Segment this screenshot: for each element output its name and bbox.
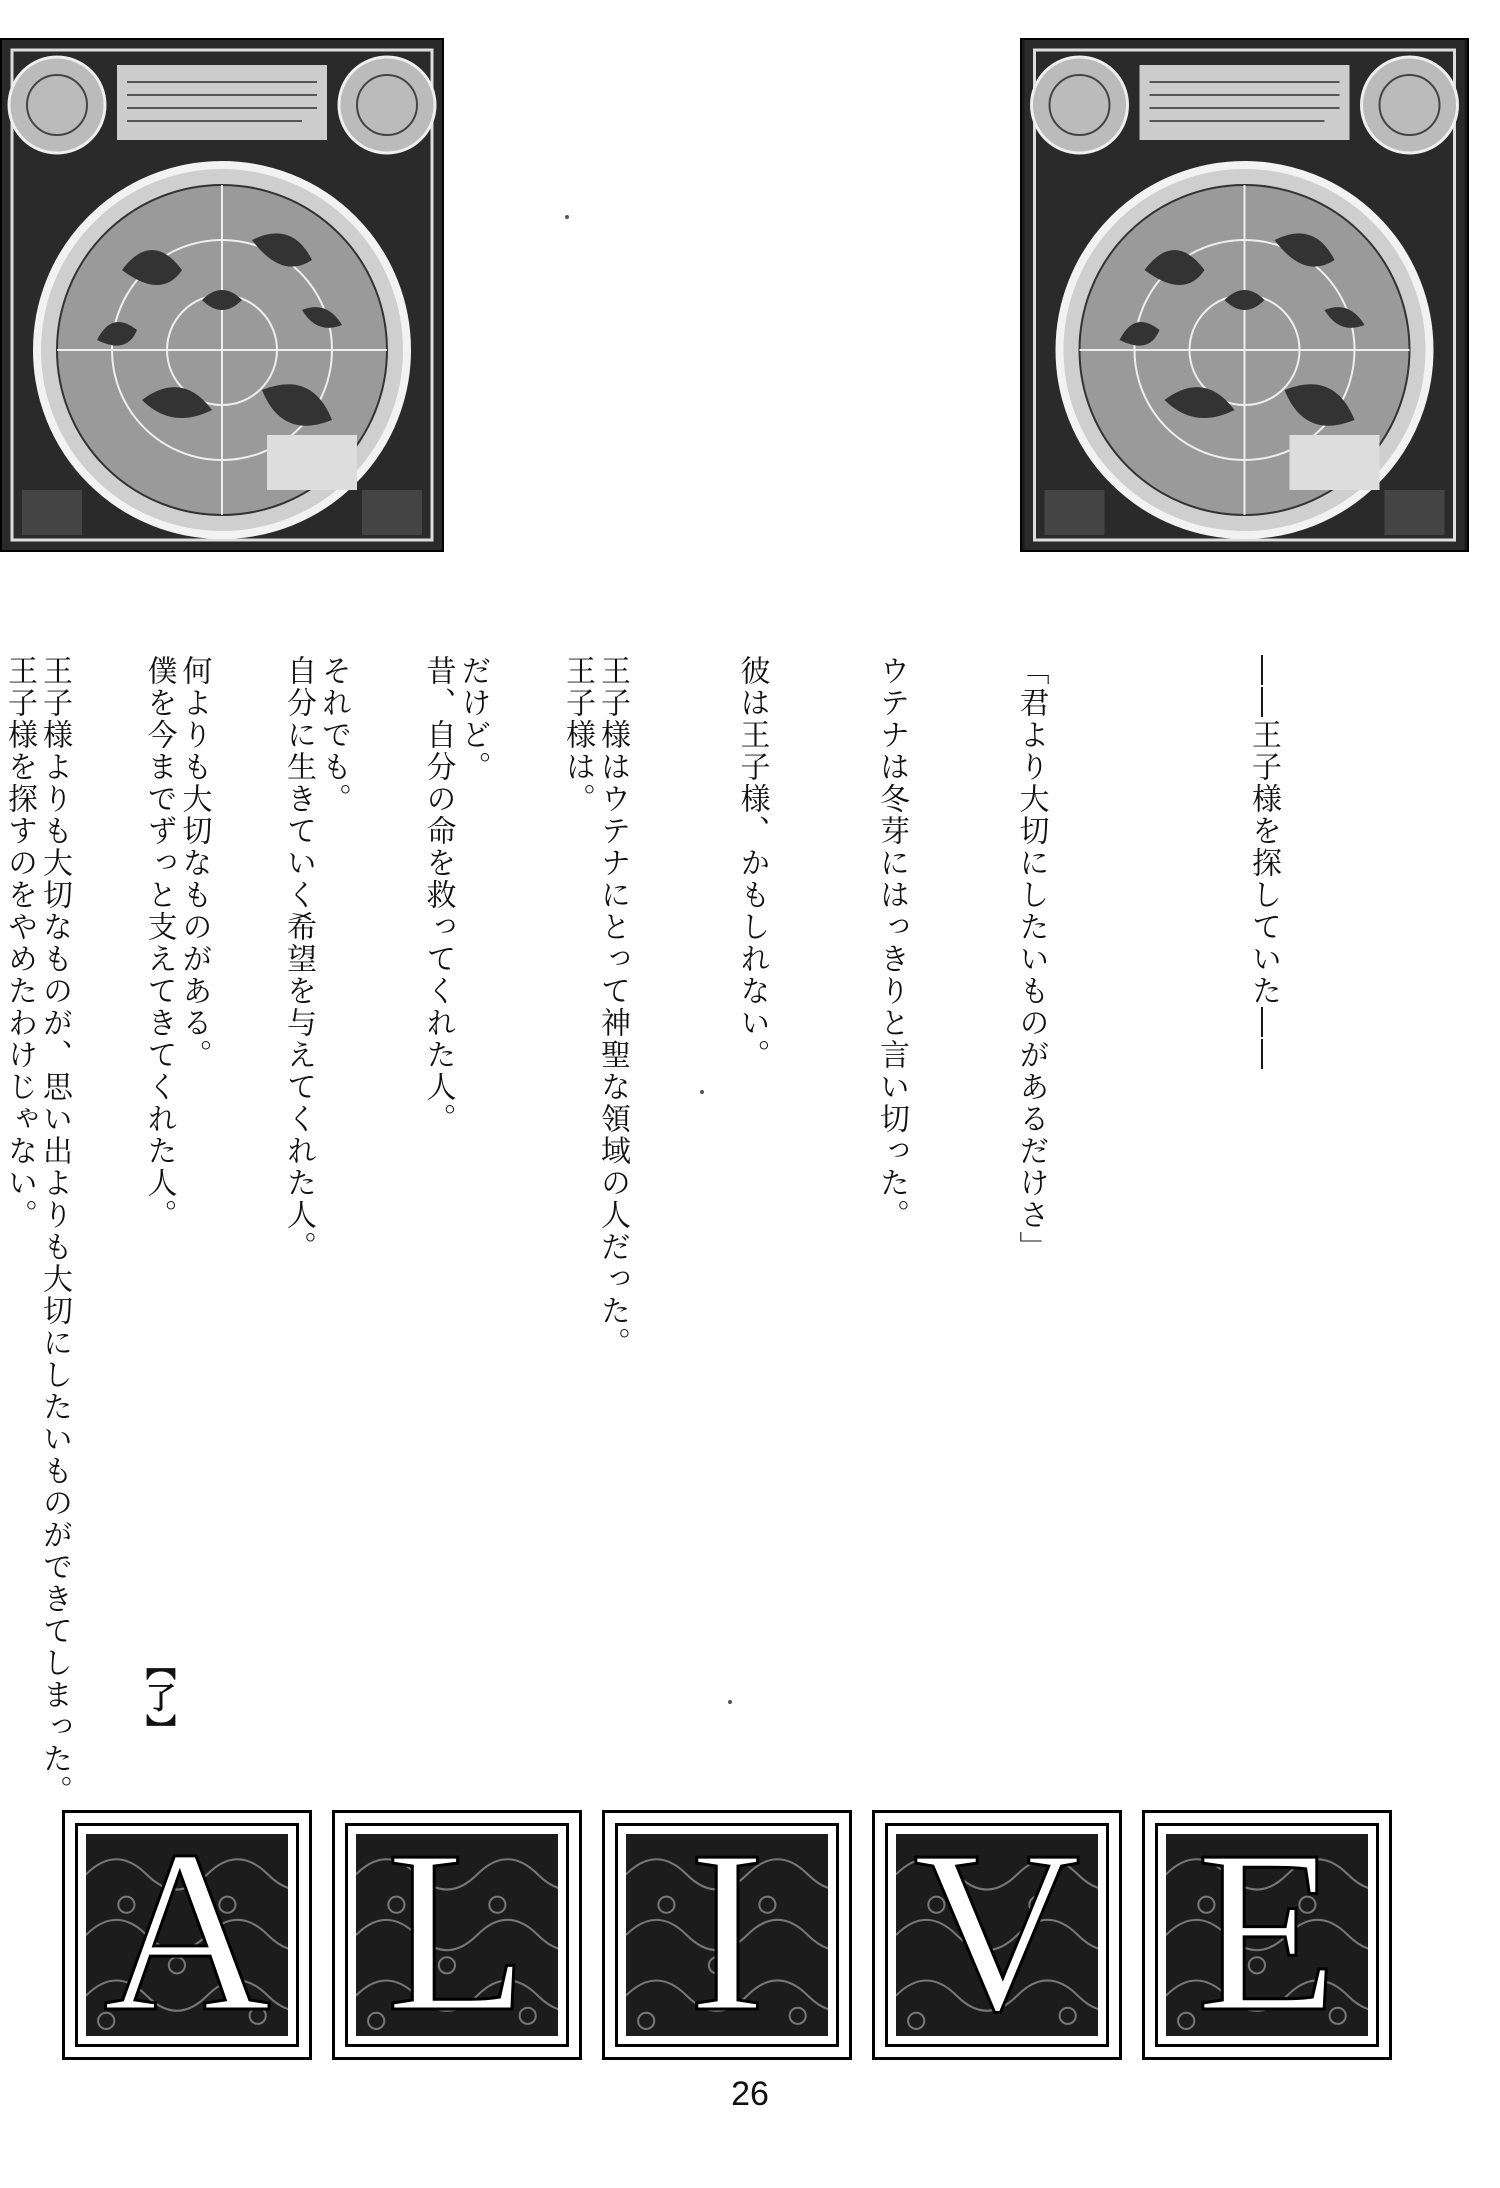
title-letter: L	[386, 1803, 528, 2060]
story-line: だけど。	[455, 655, 491, 783]
story-line: 王子様を探すのをやめたわけじゃない。	[2, 655, 37, 1231]
scan-speck	[728, 1700, 732, 1704]
story-line: 彼は王子様、かもしれない。	[734, 655, 770, 1071]
title-tile	[1142, 1803, 1392, 2060]
story-line: それでも。	[316, 655, 351, 815]
scan-speck	[565, 215, 569, 219]
celestial-map-illustration-right	[1020, 38, 1469, 552]
end-mark: 【了】	[140, 1650, 175, 1746]
title-tile	[872, 1803, 1122, 2060]
story-line: 昔、自分の命を救ってくれた人。	[420, 655, 456, 1135]
scan-speck	[700, 1090, 704, 1094]
title-letter: E	[1196, 1803, 1338, 2060]
story-line: ――王子様を探していた――	[1246, 655, 1281, 1071]
story-line: 自分に生きていく希望を与えてくれた人。	[281, 655, 316, 1263]
title-letter: A	[103, 1803, 271, 2060]
title-banner	[62, 1803, 1392, 2060]
celestial-map-drawing	[2, 40, 442, 550]
title-tile	[62, 1803, 312, 2060]
story-line: 王子様は。	[560, 655, 595, 815]
story-line: 「君より大切にしたいものがあるだけさ」	[1013, 655, 1049, 1263]
celestial-map-illustration-left	[0, 38, 444, 552]
title-letter: I	[688, 1803, 766, 2060]
page-number: 26	[731, 2075, 769, 2113]
story-line: ウテナは冬芽にはっきりと言い切った。	[874, 655, 909, 1231]
title-tile	[602, 1803, 852, 2060]
title-letter: V	[913, 1803, 1081, 2060]
story-line: 王子様はウテナにとって神聖な領域の人だった。	[595, 655, 630, 1359]
title-tile	[332, 1803, 582, 2060]
story-line: 何よりも大切なものがある。	[176, 655, 212, 1071]
story-line: 王子様よりも大切なものが、思い出よりも大切にしたいものができてしまった。	[37, 655, 72, 1807]
story-line: 僕を今までずっと支えてきてくれた人。	[141, 655, 177, 1231]
celestial-map-drawing	[1022, 40, 1467, 550]
